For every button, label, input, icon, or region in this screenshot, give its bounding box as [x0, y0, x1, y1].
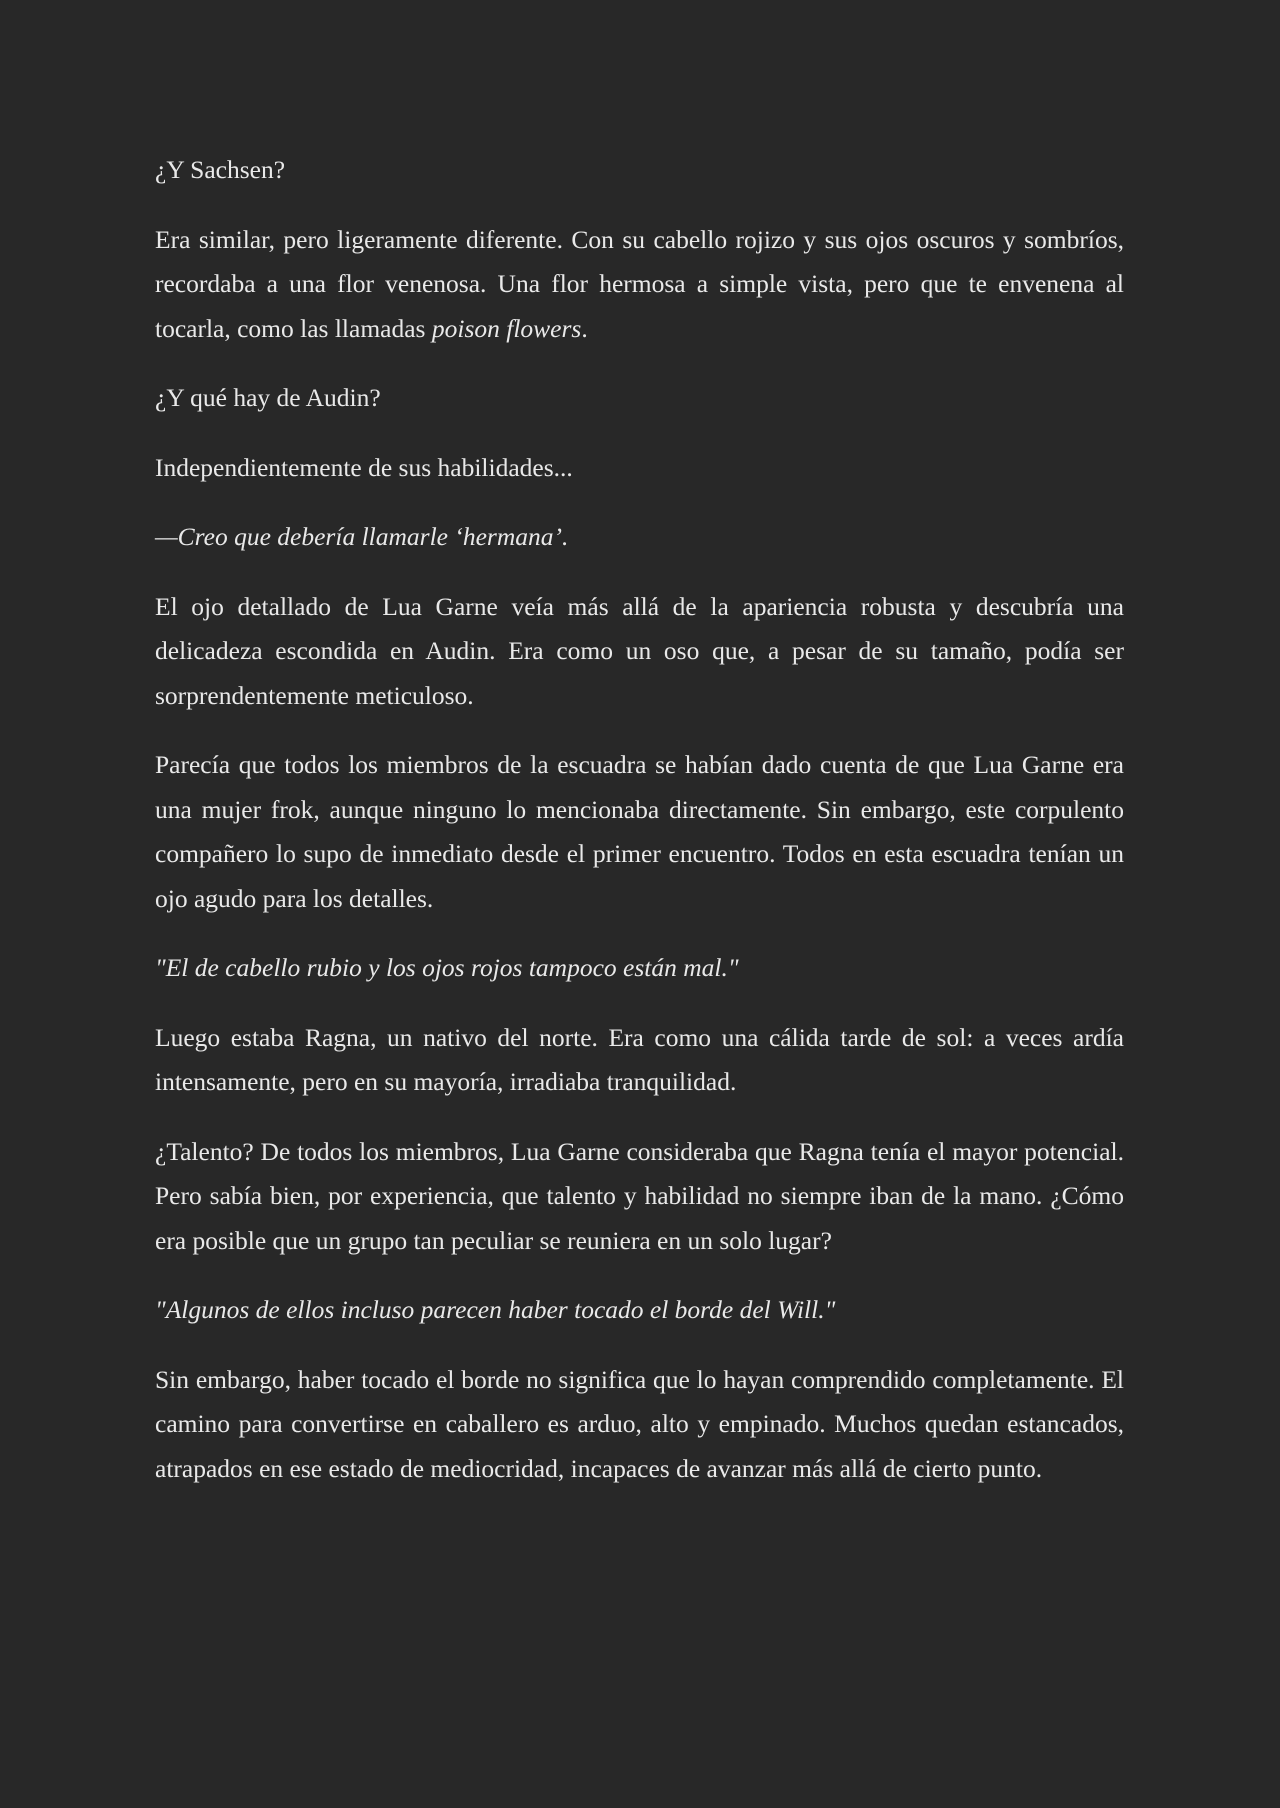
- paragraph-2: [155, 218, 1124, 352]
- thought-line-2: "Algunos de ellos incluso parecen haber tocado el borde del Will.": [155, 1295, 836, 1324]
- paragraph-6: El ojo detallado de Lua Garne veía más allá de la apariencia robusta y descubría una delicadeza escondida en Audin. Era como un oso que, a pesar de su tamaño, podía ser sorprendentemente meticuloso.: [155, 591, 1124, 710]
- paragraph-2-end: .: [581, 313, 588, 343]
- paragraph-2-italic-term: poison flowers: [431, 313, 582, 343]
- paragraph-4: Independientemente de sus habilidades...: [155, 452, 573, 482]
- thought-line-1: "El de cabello rubio y los ojos rojos tampoco están mal.": [155, 953, 739, 982]
- paragraph-9: Luego estaba Ragna, un nativo del norte. Era como una cálida tarde de sol: a veces ardía intensamente, pero en su mayoría, irradiaba tranquilidad.: [155, 1022, 1124, 1096]
- paragraph-7: Parecía que todos los miembros de la escuadra se habían dado cuenta de que Lua Garne era una mujer frok, aunque ninguno lo mencionaba directamente. Sin embargo, este corpulento compañero lo supo de inmediato desde el primer encuentro. Todos en esta escuadra tenían un ojo agudo para los detalles.: [155, 750, 1124, 913]
- paragraph-10: ¿Talento? De todos los miembros, Lua Garne consideraba que Ragna tenía el mayor potencial. Pero sabía bien, por experiencia, que talento y habilidad no siempre iban de la mano. ¿Cómo era posible que un grupo tan peculiar se reuniera en un solo lugar?: [155, 1136, 1124, 1255]
- paragraph-1: ¿Y Sachsen?: [155, 155, 286, 184]
- document-page: [155, 148, 1124, 1516]
- paragraph-3: ¿Y qué hay de Audin?: [155, 383, 381, 412]
- dialogue-line-1: —Creo que debería llamarle ‘hermana’.: [155, 522, 569, 551]
- paragraph-12: Sin embargo, haber tocado el borde no significa que lo hayan comprendido completamente. El camino para convertirse en caballero es arduo, alto y empinado. Muchos quedan estancados, atrapados en ese estado de mediocridad, incapaces de avanzar más allá de cierto punto.: [155, 1364, 1124, 1483]
- paragraph-2-text: Era similar, pero ligeramente diferente. Con su cabello rojizo y sus ojos oscuros y sombríos, recordaba a una flor venenosa. Una flor hermosa a simple vista, pero que te envenena al tocarla, como las llamadas: [155, 224, 1124, 343]
